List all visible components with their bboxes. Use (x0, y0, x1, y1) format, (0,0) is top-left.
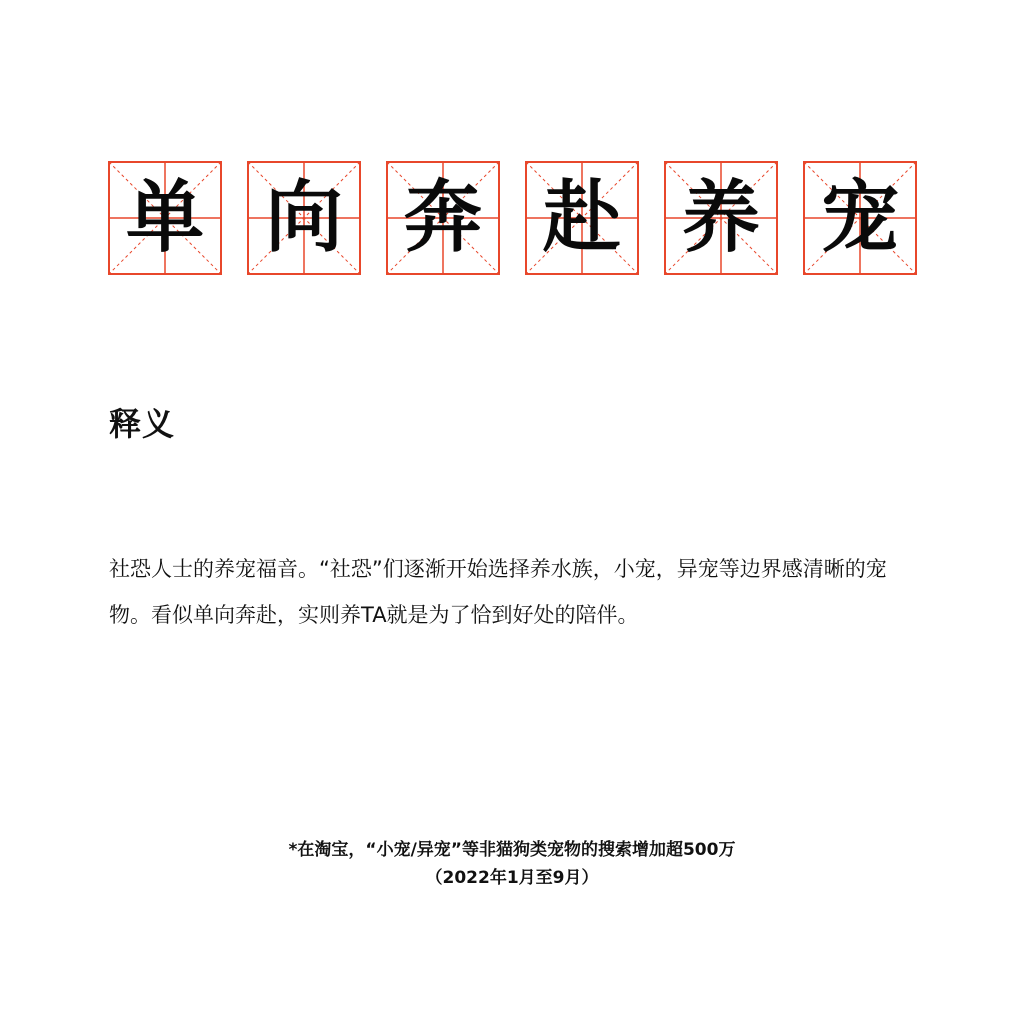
title-char-box (247, 161, 361, 275)
title-char-box (386, 161, 500, 275)
title-char: 单 (125, 172, 204, 263)
title-char: 向 (264, 172, 343, 263)
title-char: 养 (681, 172, 760, 263)
title-char: 宠 (820, 172, 899, 263)
title-char-box (108, 161, 222, 275)
footnote-line: *在淘宝，“小宠/异宠”等非猫狗类宠物的搜索增加超500万 (288, 840, 736, 860)
title-char: 奔 (403, 172, 482, 263)
title-char-box (525, 161, 639, 275)
footnote (0, 836, 1024, 892)
definition-text: 社恐人士的养宠福音。“社恐”们逐渐开始选择养水族，小宠，异宠等边界感清晰的宠物。看似单向奔赴，实则养TA就是为了恰到好处的陪伴。 (109, 557, 887, 627)
title-char: 赴 (542, 172, 621, 263)
title-character-grid (108, 161, 918, 277)
title-char-box (803, 161, 917, 275)
section-heading: 释义 (109, 405, 176, 443)
footnote-date-range: （2022年1月至9月） (425, 868, 599, 888)
title-char-box (664, 161, 778, 275)
